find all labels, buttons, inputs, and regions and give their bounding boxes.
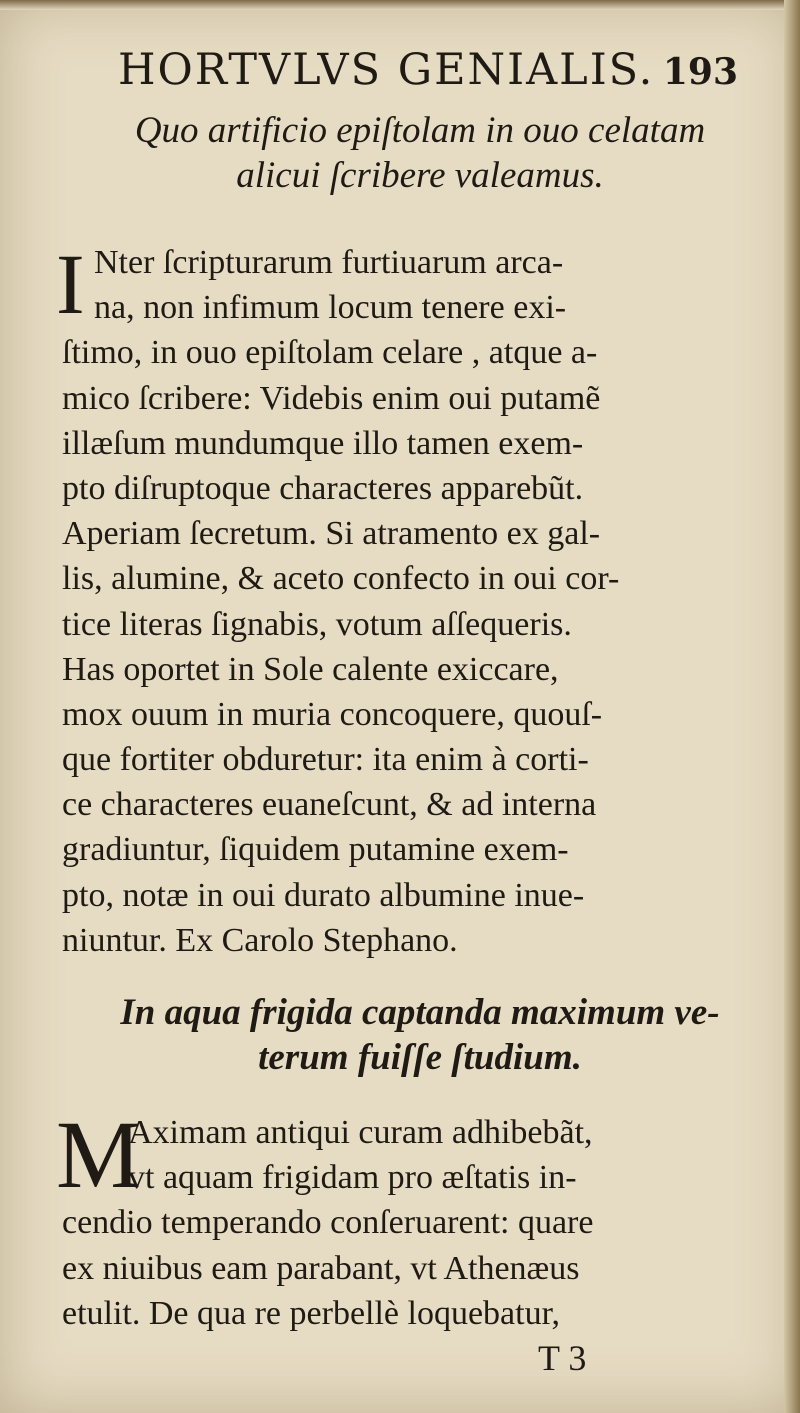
text-line: tice literas ſignabis, votum aſſequeris. xyxy=(62,605,572,643)
section-heading-1 xyxy=(80,108,760,198)
page-top-edge xyxy=(0,0,800,10)
text-line: pto, notæ in oui durato albumine inue- xyxy=(62,876,585,914)
text-line: Has oportet in Sole calente exiccare, xyxy=(62,650,559,688)
text-line: niuntur. Ex Carolo Stephano. xyxy=(62,921,458,959)
drop-cap: M xyxy=(56,1101,142,1208)
text-line: mico ſcribere: Videbis enim oui putamẽ xyxy=(62,379,601,417)
text-line: etulit. De qua re perbellè loquebatur, xyxy=(62,1294,561,1332)
text-line: mox ouum in muria concoquere, quouſ- xyxy=(62,695,603,733)
text-line: ex niuibus eam parabant, vt Athenæus xyxy=(62,1249,580,1287)
running-head xyxy=(118,40,738,100)
text-line: Nter ſcripturarum furtiuarum arca- xyxy=(94,244,564,281)
text-line: pto diſruptoque characteres apparebũt. xyxy=(62,469,584,507)
heading-line: terum fuiſſe ſtudium. xyxy=(258,1037,582,1078)
text-line: cendio temperando conſeruarent: quare xyxy=(62,1204,594,1242)
text-line: illæſum mundumque illo tamen exem- xyxy=(62,424,584,462)
heading-line: alicui ſcribere valeamus. xyxy=(236,155,604,196)
text-line: gradiuntur, ſiquidem putamine exem- xyxy=(62,831,569,869)
section-body-1 xyxy=(62,240,738,963)
page-right-edge xyxy=(784,0,800,1413)
drop-cap: I xyxy=(56,236,85,332)
text-line: Aperiam ſecretum. Si atramento ex gal- xyxy=(62,515,601,553)
text-line: ce characteres euaneſcunt, & ad interna xyxy=(62,786,597,824)
text-line: na, non infimum locum tenere exi- xyxy=(94,289,567,327)
text-line: que fortiter obduretur: ita enim à corti- xyxy=(62,741,589,779)
page-number: 193 xyxy=(662,51,738,93)
section-body-2 xyxy=(62,1110,738,1336)
heading-line: Quo artificio epiſtolam in ouo celatam xyxy=(134,110,706,151)
signature-mark: T 3 xyxy=(538,1338,587,1378)
section-heading-2 xyxy=(80,990,760,1080)
running-title: HORTVLVS GENIALIS. xyxy=(118,45,655,95)
heading-line: In aqua frigida captanda maximum ve- xyxy=(120,992,720,1033)
text-line: Aximam antiqui curam adhibebãt, xyxy=(128,1114,593,1151)
text-line: vt aquam frigidam pro æſtatis in- xyxy=(128,1159,577,1197)
text-line: ſtimo, in ouo epiſtolam celare , atque a- xyxy=(62,334,598,372)
text-line: lis, alumine, & aceto confecto in oui cor- xyxy=(62,560,620,598)
